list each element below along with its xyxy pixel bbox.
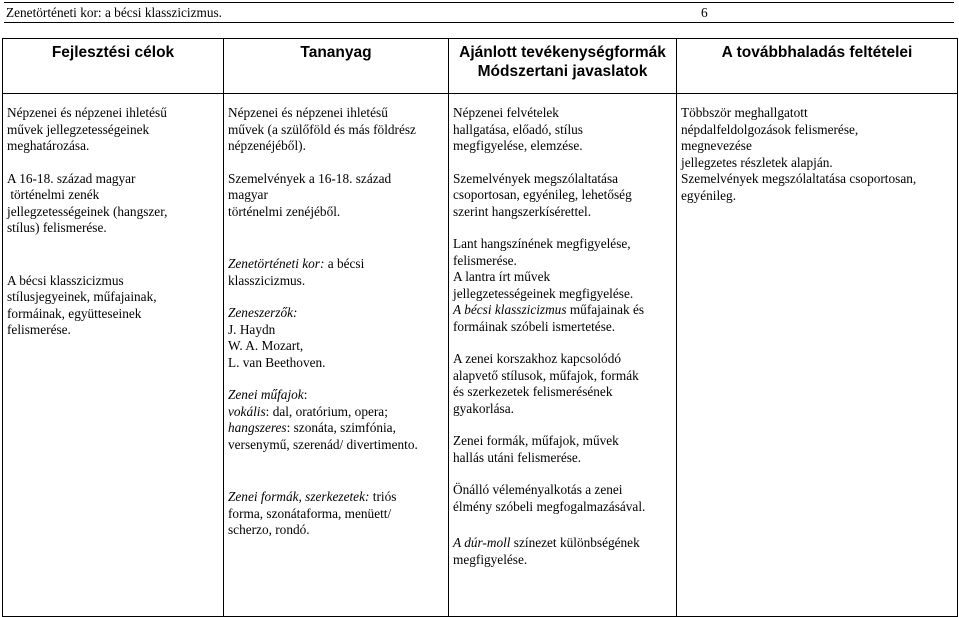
curriculum-table xyxy=(2,38,958,617)
activity-folk-recordings: Népzenei felvételek hallgatása, előadó, stílus megfigyelése, elemzése. xyxy=(453,105,583,153)
activity-major-minor: A dúr-moll színezet különbségének megfigyelése. xyxy=(453,535,640,567)
table-row xyxy=(3,94,958,617)
progression-recognition: Többször meghallgatott népdalfeldolgozások felismerése, megnevezése jellegzetes részletek alapján. xyxy=(681,105,859,170)
activity-recognition-by-ear: Zenei formák, műfajok, művek hallás utáni felismerése. xyxy=(453,433,619,465)
header-progression-requirements: A továbbhaladás feltételei xyxy=(677,39,958,94)
curriculum-forms: Zenei formák, szerkezetek: triós forma, szonátaforma, menüett/ scherzo, rondó. xyxy=(228,489,397,537)
curriculum-folk-works: Népzenei és népzenei ihletésű művek (a szülőföld és más földrész népzenéjéből). xyxy=(228,105,416,153)
activity-styles-practice: A zenei korszakhoz kapcsolódó alapvető stílusok, műfajok, formák és szerkezetek felismerésének gyakorlása. xyxy=(453,351,639,416)
activity-opinion: Önálló véleményalkotás a zenei élmény szóbeli megfogalmazásával. xyxy=(453,482,646,514)
goal-viennese-classicism: A bécsi klasszicizmus stílusjegyeinek, műfajainak, formáinak, együtteseinek felismerése. xyxy=(7,272,157,337)
table-header-row xyxy=(3,39,958,94)
activity-lute: Lant hangszínének megfigyelése, felismerése. A lantra írt művek jellegzetességeinek megfigyelése. A bécsi klasszicizmus műfajainak és formáinak szóbeli ismertetése. xyxy=(453,236,645,334)
development-goals-cell xyxy=(3,94,224,617)
page-number: 6 xyxy=(701,5,708,20)
page-header xyxy=(4,2,954,23)
activity-performing-excerpts: Szemelvények megszólaltatása csoportosan, egyénileg, lehetőség szerint hangszerkísérettel. xyxy=(453,170,632,219)
curriculum-cell xyxy=(224,94,449,617)
goal-folk-music: Népzenei és népzenei ihletésű művek jellegzetességeinek meghatározása. xyxy=(7,105,167,153)
progression-performing: Szemelvények megszólaltatása csoportosan, egyénileg. xyxy=(681,171,917,203)
curriculum-era: Zenetörténeti kor: a bécsi klasszicizmus. xyxy=(228,256,365,288)
curriculum-excerpts: Szemelvények a 16-18. század magyar történelmi zenéjéből. xyxy=(228,170,392,219)
curriculum-genres: Zenei műfajok: vokális: dal, oratórium, opera; hangszeres: szonáta, szimfónia, versenymű, szerenád/ divertimento. xyxy=(228,387,418,452)
goal-historical-music: A 16-18. század magyar történelmi zenék jellegzetességeinek (hangszer, stílus) felismerése. xyxy=(7,170,168,235)
curriculum-composers: Zeneszerzők: J. Haydn W. A. Mozart, L. van Beethoven. xyxy=(228,305,326,370)
header-recommended-activities: Ajánlott tevékenységformák Módszertani javaslatok xyxy=(449,39,677,94)
progression-cell xyxy=(677,94,958,617)
activities-cell xyxy=(449,94,677,617)
header-methodology: Módszertani javaslatok xyxy=(477,63,648,80)
page-header-title: Zenetörténeti kor: a bécsi klasszicizmus. xyxy=(6,5,222,20)
header-curriculum: Tananyag xyxy=(224,39,449,94)
header-development-goals: Fejlesztési célok xyxy=(3,39,224,94)
